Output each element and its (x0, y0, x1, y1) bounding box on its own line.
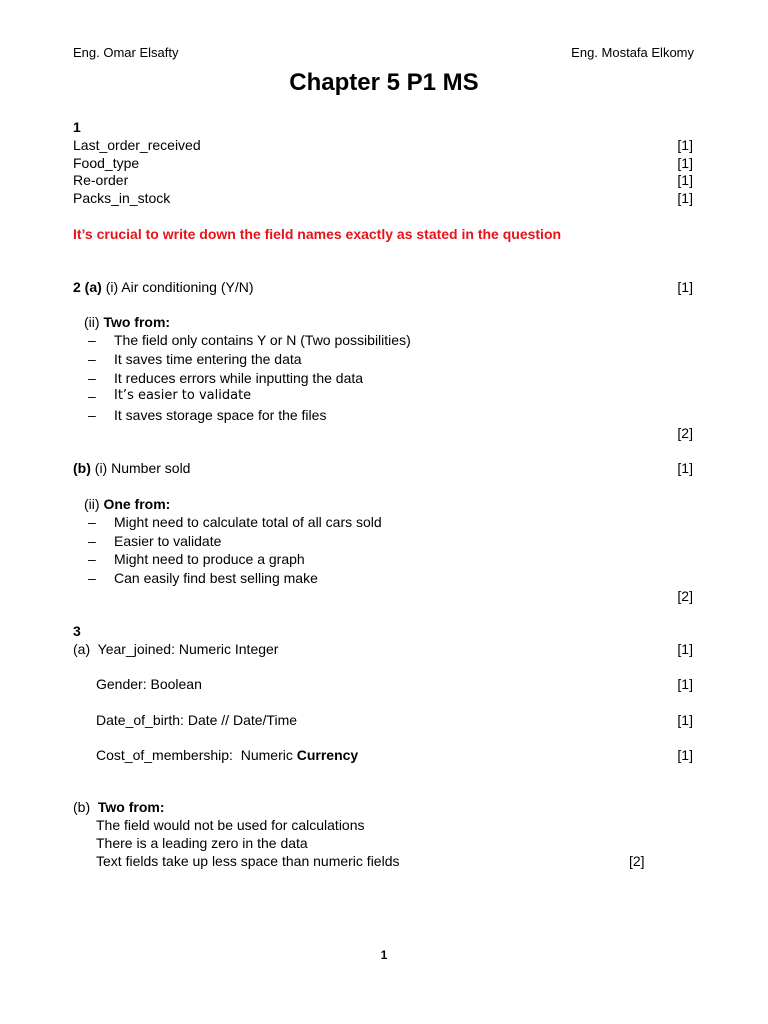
q1-item: Packs_in_stock [1] (73, 190, 693, 206)
mark: [1] (677, 641, 693, 657)
mark: [1] (677, 172, 693, 188)
q3b-heading: (b) Two from: (73, 799, 165, 815)
q3a-gender: Gender: Boolean [1] (96, 676, 693, 692)
q3-number: 3 (73, 623, 81, 639)
mark: [2] (677, 588, 693, 604)
list-item: There is a leading zero in the data (96, 835, 308, 851)
q3a-dob: Date_of_birth: Date // Date/Time [1] (96, 712, 693, 728)
list-item: The field would not be used for calculations (96, 817, 365, 833)
mark: [1] (677, 155, 693, 171)
header-right: Eng. Mostafa Elkomy (571, 45, 694, 60)
mark: [2] (677, 425, 693, 441)
mark: [1] (677, 460, 693, 476)
q1-item: Re-order [1] (73, 172, 693, 188)
q3a-year: (a) Year_joined: Numeric Integer [1] (73, 641, 693, 657)
q2a-i: 2 (a) (i) Air conditioning (Y/N) [1] (73, 279, 693, 295)
q2a-ii-heading: (ii) Two from: (84, 314, 171, 330)
q2b-i: (b) (i) Number sold [1] (73, 460, 693, 476)
page-number: 1 (380, 948, 388, 962)
mark: [1] (677, 279, 693, 295)
mark: [1] (677, 137, 693, 153)
q1-item: Last_order_received [1] (73, 137, 693, 153)
mark: [1] (677, 676, 693, 692)
q1-item: Food_type [1] (73, 155, 693, 171)
mark: [1] (677, 190, 693, 206)
q1-number: 1 (73, 119, 81, 135)
q3a-cost: Cost_of_membership: Numeric Currency [1] (96, 747, 693, 763)
header-left: Eng. Omar Elsafty (73, 45, 179, 60)
q1-note: It’s crucial to write down the field names exactly as stated in the question (73, 226, 562, 242)
mark: [2] (629, 853, 645, 869)
q2b-ii-heading: (ii) One from: (84, 496, 171, 512)
page-title: Chapter 5 P1 MS (289, 69, 479, 96)
mark: [1] (677, 712, 693, 728)
mark: [1] (677, 747, 693, 763)
list-item: Text fields take up less space than numeric fields (96, 853, 400, 869)
